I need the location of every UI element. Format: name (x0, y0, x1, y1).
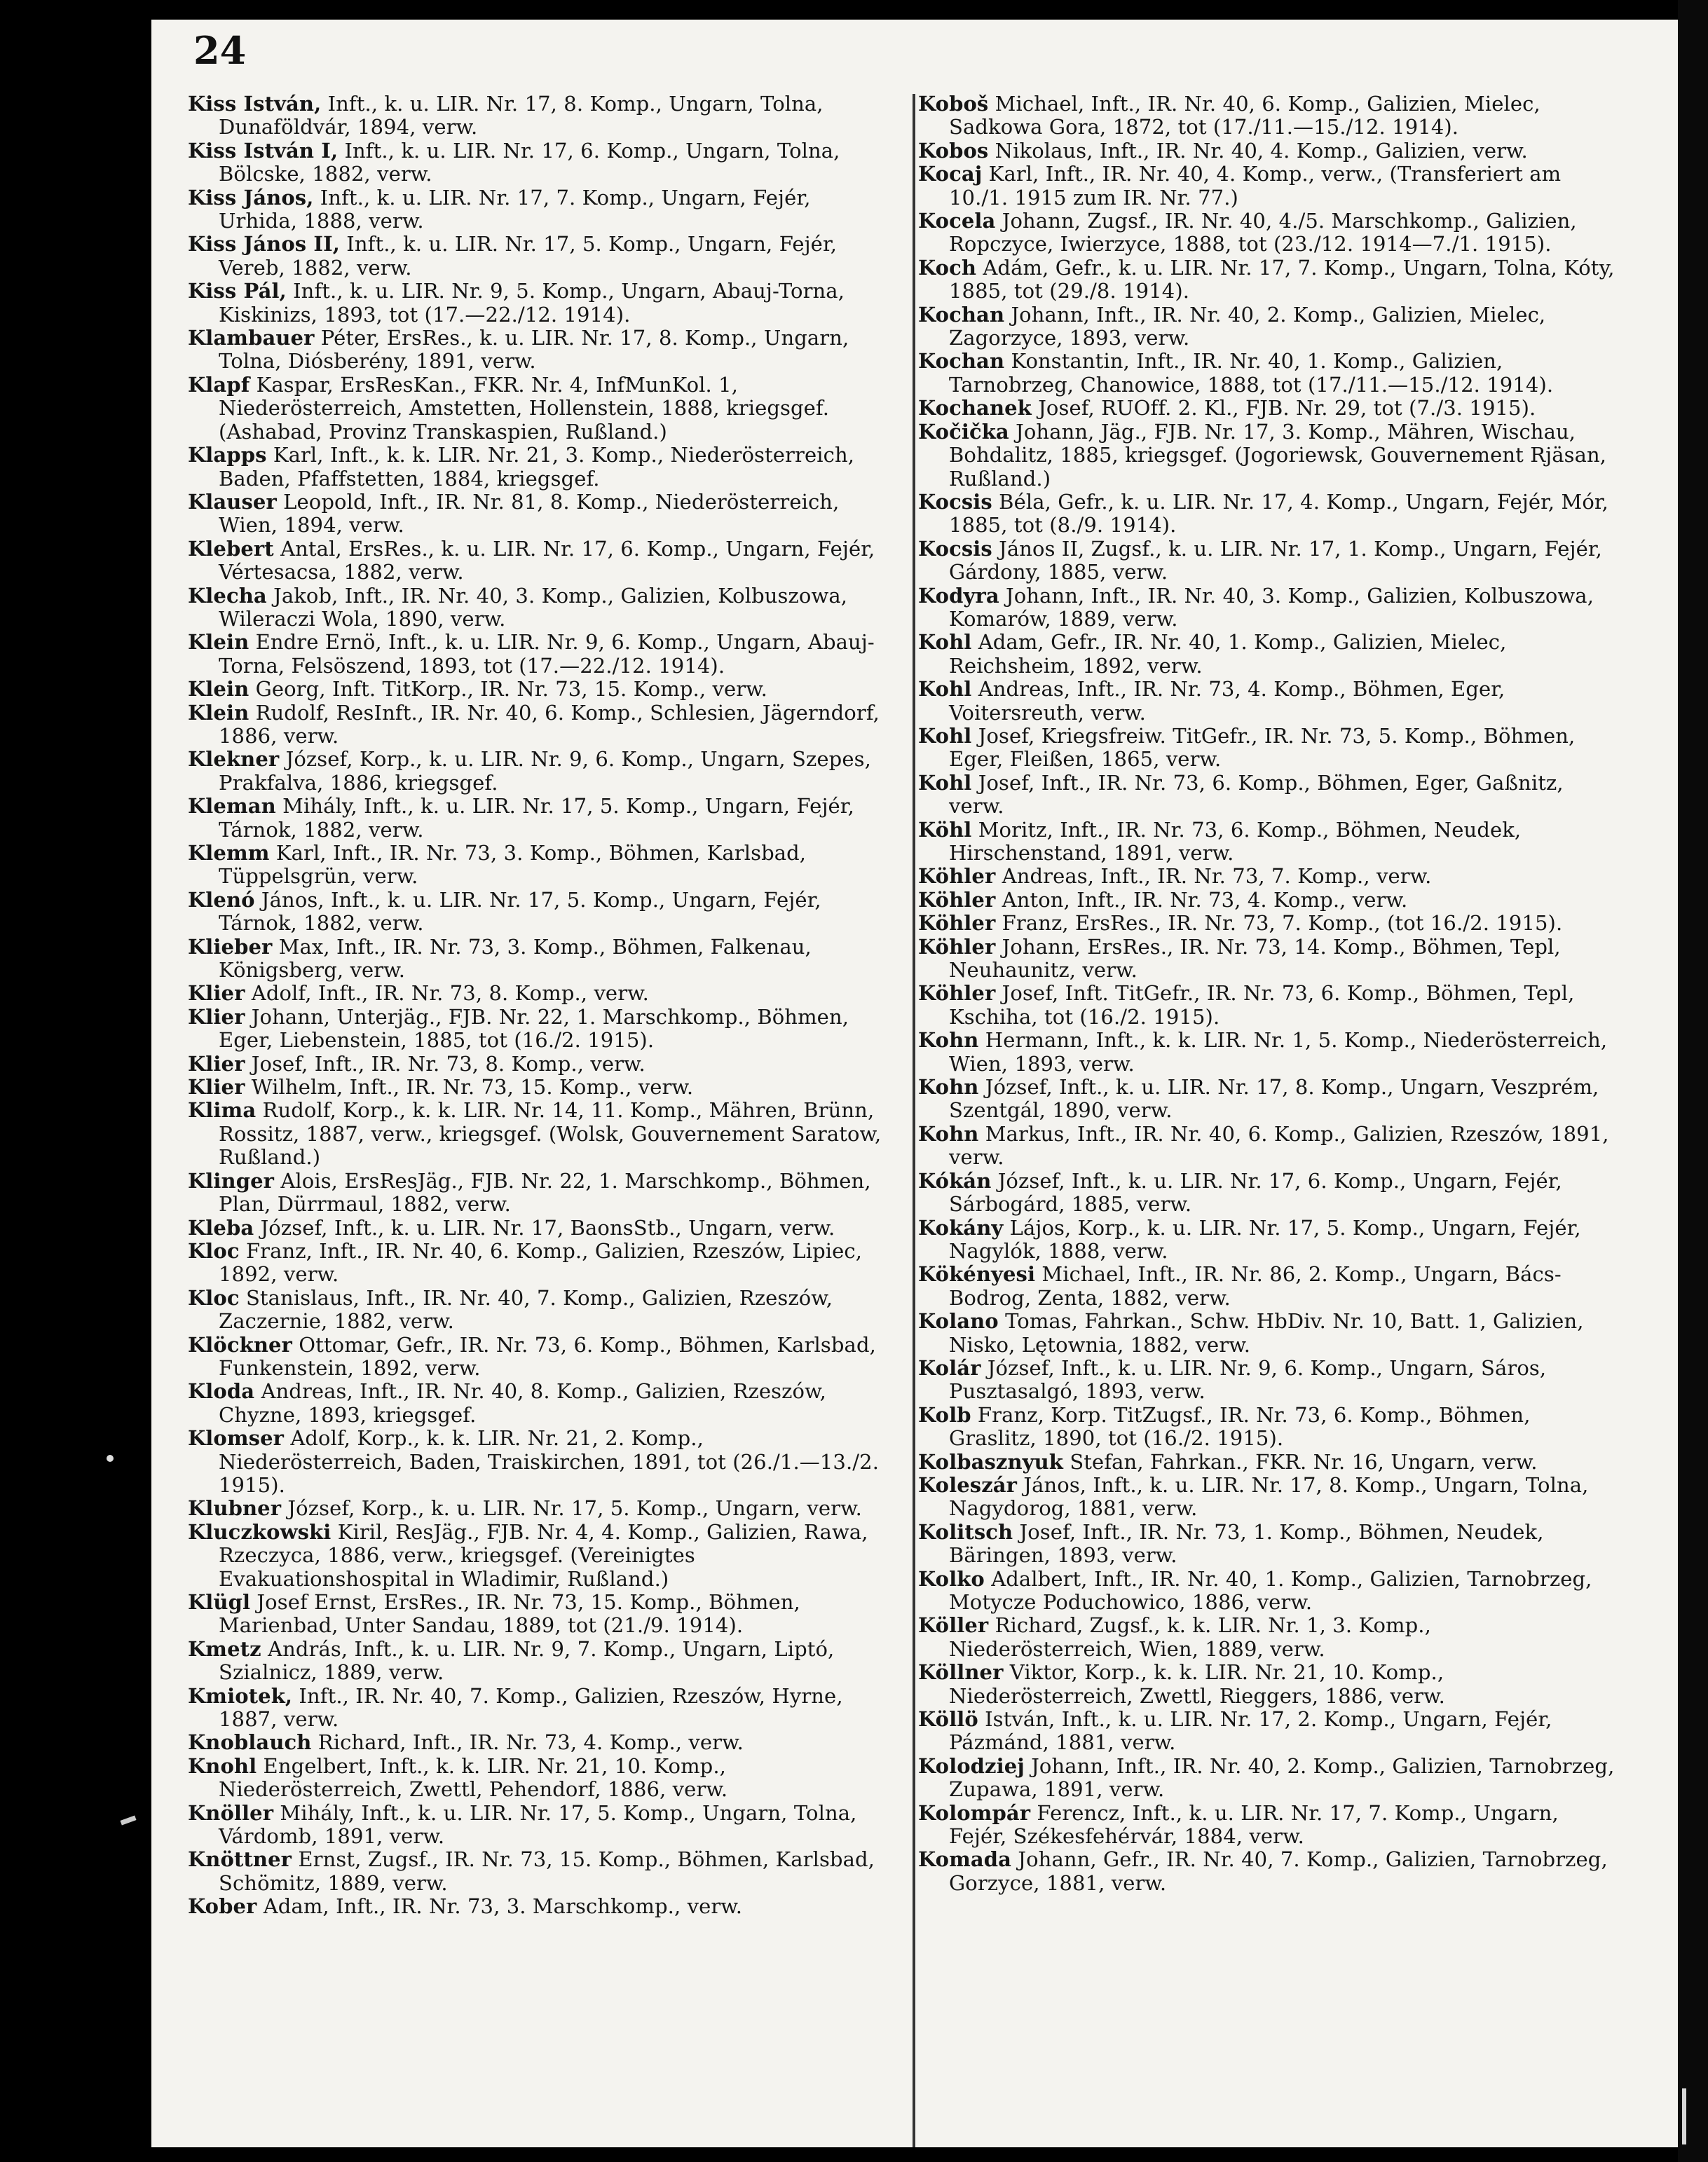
register-entry (188, 1731, 889, 1754)
entry-surname: Knohl (188, 1753, 257, 1778)
register-entry (188, 1895, 889, 1918)
entry-surname: Köhler (918, 887, 996, 912)
entry-details: Richard, Zugsf., k. k. LIR. Nr. 1, 3. Komp., Niederösterreich, Wien, 1889, verw. (949, 1613, 1431, 1661)
register-entry (918, 1568, 1619, 1615)
entry-details: Markus, Inft., IR. Nr. 40, 6. Komp., Galizien, Rzeszów, 1891, verw. (949, 1121, 1609, 1170)
register-entry (188, 1380, 889, 1427)
entry-surname: Klier (188, 1004, 245, 1029)
register-entry (188, 1287, 889, 1334)
entry-surname: Klomser (188, 1426, 285, 1451)
register-entry (918, 936, 1619, 983)
entry-details: Josef, Inft., IR. Nr. 73, 8. Komp., verw. (245, 1051, 645, 1076)
entry-details: Adam, Gefr., IR. Nr. 40, 1. Komp., Galizien, Mielec, Reichsheim, 1892, verw. (949, 630, 1507, 678)
entry-details: Max, Inft., IR. Nr. 73, 3. Komp., Böhmen, Falkenau, Königsberg, verw. (219, 934, 812, 983)
entry-details: Johann, Inft., IR. Nr. 40, 3. Komp., Galizien, Kolbuszowa, Komarów, 1889, verw. (949, 583, 1594, 631)
entry-surname: Kökényesi (918, 1262, 1036, 1287)
entry-details: Mihály, Inft., k. u. LIR. Nr. 17, 5. Komp., Ungarn, Fejér, Tárnok, 1882, verw. (219, 794, 854, 842)
entry-details: Béla, Gefr., k. u. LIR. Nr. 17, 4. Komp., Ungarn, Fejér, Mór, 1885, tot (8./9. 1914). (949, 489, 1608, 538)
entry-details: Johann, Unterjäg., FJB. Nr. 22, 1. Marschkomp., Böhmen, Eger, Liebenstein, 1885, tot (16./2. 1915). (219, 1004, 849, 1053)
entry-surname: Kloda (188, 1379, 255, 1404)
entry-surname: Kiss János II, (188, 232, 340, 256)
page-sheet (151, 20, 1678, 2147)
entry-details: Stefan, Fahrkan., FKR. Nr. 16, Ungarn, verw. (1063, 1449, 1538, 1474)
entry-details: Franz, Korp. TitZugsf., IR. Nr. 73, 6. Komp., Böhmen, Graslitz, 1890, tot (16./2. 1915). (949, 1402, 1531, 1451)
register-entry (188, 139, 889, 186)
entry-surname: Komada (918, 1847, 1012, 1872)
entry-surname: Knöller (188, 1800, 274, 1825)
entry-surname: Klapf (188, 372, 250, 397)
entry-details: Johann, Inft., IR. Nr. 40, 2. Komp., Galizien, Tarnobrzeg, Zupawa, 1891, verw. (949, 1753, 1615, 1802)
entry-surname: Koboš (918, 92, 989, 116)
entry-details: Johann, Zugsf., IR. Nr. 40, 4./5. Marschkomp., Galizien, Ropczyce, Iwierzyce, 1888, tot (23./12. 1914—7./1. 1915). (949, 209, 1577, 256)
register-entry (188, 889, 889, 936)
entry-details: Michael, Inft., IR. Nr. 86, 2. Komp., Ungarn, Bács-Bodrog, Zenta, 1882, verw. (949, 1262, 1562, 1310)
entry-details: Rudolf, ResInft., IR. Nr. 40, 6. Komp., Schlesien, Jägerndorf, 1886, verw. (219, 700, 880, 748)
entry-details: József, Korp., k. u. LIR. Nr. 9, 6. Komp., Ungarn, Szepes, Prakfalva, 1886, kriegsgef. (219, 747, 871, 795)
register-entry (918, 303, 1619, 350)
entry-surname: Klieber (188, 934, 273, 959)
register-entry (918, 1848, 1619, 1895)
entry-details: István, Inft., k. u. LIR. Nr. 17, 2. Komp., Ungarn, Fejér, Pázmánd, 1881, verw. (949, 1707, 1552, 1755)
entry-details: Michael, Inft., IR. Nr. 40, 6. Komp., Galizien, Mielec, Sadkowa Gora, 1872, tot (17./11.—15./12. 1914). (949, 92, 1540, 139)
register-entry (918, 1708, 1619, 1755)
entry-details: Andreas, Inft., IR. Nr. 73, 4. Komp., Böhmen, Eger, Voitersreuth, verw. (949, 677, 1505, 725)
register-entry (188, 584, 889, 631)
register-entry (918, 1357, 1619, 1404)
entry-surname: Kloc (188, 1238, 240, 1263)
register-entry (188, 982, 889, 1005)
scan-mark (1682, 2088, 1686, 2144)
entry-details: Josef Ernst, ErsRes., IR. Nr. 73, 15. Komp., Böhmen, Marienbad, Unter Sandau, 1889, tot (21./9. 1914). (219, 1590, 800, 1638)
register-entry (918, 256, 1619, 303)
entry-details: Johann, Inft., IR. Nr. 40, 2. Komp., Galizien, Mielec, Zagorzyce, 1893, verw. (949, 302, 1546, 350)
entry-surname: Köllö (918, 1707, 978, 1732)
entry-surname: Kokány (918, 1215, 1004, 1240)
entry-surname: Kohl (918, 630, 972, 655)
entry-details: József, Inft., k. u. LIR. Nr. 17, 6. Komp., Ungarn, Fejér, Sárbogárd, 1885, verw. (949, 1168, 1562, 1217)
register-entry (918, 1076, 1619, 1123)
register-entry (918, 397, 1619, 420)
register-entry (188, 1099, 889, 1169)
entry-surname: Koleszár (918, 1472, 1018, 1497)
register-entry (918, 725, 1619, 772)
register-entry (188, 678, 889, 701)
register-entry (918, 1217, 1619, 1264)
register-entry (918, 1404, 1619, 1451)
entry-details: Inft., k. u. LIR. Nr. 17, 8. Komp., Ungarn, Tolna, Dunaföldvár, 1894, verw. (219, 92, 824, 139)
entry-details: Karl, Inft., k. k. LIR. Nr. 21, 3. Komp., Niederösterreich, Baden, Pfaffstetten, 1884, kriegsgef. (219, 443, 855, 491)
entry-details: Wilhelm, Inft., IR. Nr. 73, 15. Komp., verw. (245, 1075, 694, 1100)
entry-details: Nikolaus, Inft., IR. Nr. 40, 4. Komp., Galizien, verw. (988, 138, 1528, 163)
entry-surname: Klier (188, 1075, 245, 1100)
entry-details: József, Inft., k. u. LIR. Nr. 17, BaonsStb., Ungarn, verw. (254, 1215, 835, 1240)
entry-details: Inft., k. u. LIR. Nr. 17, 6. Komp., Ungarn, Tolna, Bölcske, 1882, verw. (219, 138, 840, 186)
entry-surname: Klier (188, 981, 245, 1006)
entry-surname: Köhl (918, 817, 972, 842)
page-number: 24 (193, 28, 247, 73)
register-entry (918, 1521, 1619, 1568)
entry-surname: Koch (918, 255, 977, 280)
register-entry (188, 233, 889, 280)
entry-surname: Kleba (188, 1215, 254, 1240)
entry-details: József, Inft., k. u. LIR. Nr. 17, 8. Komp., Ungarn, Veszprém, Szentgál, 1890, verw. (949, 1075, 1599, 1123)
entry-surname: Kohn (918, 1121, 979, 1146)
entry-details: Moritz, Inft., IR. Nr. 73, 6. Komp., Böhmen, Neudek, Hirschenstand, 1891, verw. (949, 817, 1522, 865)
register-entry (918, 1802, 1619, 1849)
entry-surname: Kohn (918, 1028, 979, 1053)
entry-details: Andreas, Inft., IR. Nr. 40, 8. Komp., Galizien, Rzeszów, Chyzne, 1893, kriegsgef. (219, 1379, 826, 1427)
register-entry (918, 538, 1619, 584)
entry-surname: Kohl (918, 677, 972, 702)
register-entry (188, 795, 889, 842)
entry-details: Adolf, Korp., k. k. LIR. Nr. 21, 2. Komp., Niederösterreich, Baden, Traiskirchen, 1891, tot (26./1.—13./2. 1915). (219, 1426, 880, 1497)
entry-details: Adám, Gefr., k. u. LIR. Nr. 17, 7. Komp., Ungarn, Tolna, Kóty, 1885, tot (29./8. 1914). (949, 255, 1615, 303)
register-entry (188, 936, 889, 983)
scan-speck (107, 1455, 114, 1462)
entry-details: Josef, RUOff. 2. Kl., FJB. Nr. 29, tot (7./3. 1915). (1031, 396, 1536, 420)
register-entry (188, 748, 889, 795)
register-entry (918, 93, 1619, 139)
entry-surname: Kiss János, (188, 185, 314, 210)
entry-details: Leopold, Inft., IR. Nr. 81, 8. Komp., Niederösterreich, Wien, 1894, verw. (219, 489, 840, 538)
register-entry (188, 1240, 889, 1287)
register-entry (188, 1591, 889, 1638)
register-entry (188, 280, 889, 327)
scan-border-right (1678, 0, 1708, 2162)
entry-details: Tomas, Fahrkan., Schw. HbDiv. Nr. 10, Batt. 1, Galizien, Nisko, Lętownia, 1882, verw. (949, 1309, 1584, 1357)
entry-details: Josef, Kriegsfreiw. TitGefr., IR. Nr. 73, 5. Komp., Böhmen, Eger, Fleißen, 1865, verw. (949, 723, 1576, 772)
entry-surname: Klima (188, 1098, 257, 1123)
entry-surname: Kmiotek, (188, 1683, 293, 1708)
register-entry (918, 139, 1619, 163)
entry-surname: Knoblauch (188, 1730, 312, 1755)
entry-details: János II, Zugsf., k. u. LIR. Nr. 17, 1. Komp., Ungarn, Fejér, Gárdony, 1885, verw. (949, 536, 1602, 584)
register-entry (188, 538, 889, 584)
register-entry (188, 631, 889, 678)
register-entry (188, 1521, 889, 1591)
entry-surname: Kohl (918, 770, 972, 795)
register-entry (918, 1170, 1619, 1217)
entry-surname: Klubner (188, 1496, 282, 1521)
entry-details: Inft., k. u. LIR. Nr. 17, 7. Komp., Ungarn, Fejér, Urhida, 1888, verw. (219, 185, 811, 233)
entry-details: Adam, Inft., IR. Nr. 73, 3. Marschkomp., verw. (257, 1894, 743, 1919)
register-entry (918, 350, 1619, 397)
entry-surname: Köhler (918, 864, 996, 889)
entry-details: Richard, Inft., IR. Nr. 73, 4. Komp., verw. (311, 1730, 744, 1755)
entry-details: Adalbert, Inft., IR. Nr. 40, 1. Komp., Galizien, Tarnobrzeg, Motycze Poduchowico, 1886, verw. (949, 1566, 1592, 1614)
register-entry (188, 186, 889, 233)
entry-details: Lájos, Korp., k. u. LIR. Nr. 17, 5. Komp., Ungarn, Fejér, Nagylók, 1888, verw. (949, 1215, 1581, 1263)
entry-details: Ernst, Zugsf., IR. Nr. 73, 15. Komp., Böhmen, Karlsbad, Schömitz, 1889, verw. (219, 1847, 875, 1895)
entry-surname: Klauser (188, 489, 277, 514)
entry-details: Alois, ErsResJäg., FJB. Nr. 22, 1. Marschkomp., Böhmen, Plan, Dürrmaul, 1882, verw. (219, 1168, 871, 1217)
entry-surname: Klöckner (188, 1332, 292, 1357)
entry-details: Karl, Inft., IR. Nr. 40, 4. Komp., verw., (Transferiert am 10./1. 1915 zum IR. Nr. 77.) (949, 162, 1562, 210)
entry-surname: Kober (188, 1894, 257, 1919)
register-entry (918, 1755, 1619, 1802)
entry-surname: Kocsis (918, 536, 992, 561)
column-divider (913, 94, 915, 2147)
entry-surname: Klügl (188, 1590, 251, 1614)
entry-details: József, Korp., k. u. LIR. Nr. 17, 5. Komp., Ungarn, verw. (281, 1496, 862, 1521)
register-entry (918, 1661, 1619, 1708)
register-entry (188, 1685, 889, 1732)
entry-surname: Kobos (918, 138, 989, 163)
entry-details: Konstantin, Inft., IR. Nr. 40, 1. Komp., Galizien, Tarnobrzeg, Chanowice, 1888, tot (17./11.—15./12. 1914). (949, 349, 1554, 397)
entry-surname: Kiss István, (188, 92, 322, 116)
entry-details: Adolf, Inft., IR. Nr. 73, 8. Komp., verw. (245, 981, 649, 1006)
entry-surname: Köller (918, 1613, 989, 1638)
entry-surname: Kolitsch (918, 1519, 1013, 1544)
entry-details: András, Inft., k. u. LIR. Nr. 9, 7. Komp., Ungarn, Liptó, Szialnicz, 1889, verw. (219, 1636, 835, 1685)
register-entry (918, 1029, 1619, 1076)
entry-surname: Knöttner (188, 1847, 292, 1872)
register-entry (188, 1217, 889, 1240)
entry-details: Stanislaus, Inft., IR. Nr. 40, 7. Komp., Galizien, Rzeszów, Zaczernie, 1882, verw. (219, 1285, 833, 1334)
entry-surname: Kluczkowski (188, 1519, 332, 1544)
entry-surname: Kocela (918, 209, 996, 233)
entry-details: Andreas, Inft., IR. Nr. 73, 7. Komp., verw. (995, 864, 1432, 889)
entry-surname: Kolb (918, 1402, 971, 1427)
register-entry (188, 1170, 889, 1217)
register-entry (918, 982, 1619, 1029)
entry-details: Endre Ernö, Inft., k. u. LIR. Nr. 9, 6. Komp., Ungarn, Abauj-Torna, Felsöszend, 1893, tot (17.—22./12. 1914). (219, 630, 875, 678)
entry-details: Hermann, Inft., k. k. LIR. Nr. 1, 5. Komp., Niederösterreich, Wien, 1893, verw. (949, 1028, 1608, 1076)
entry-surname: Kolár (918, 1355, 981, 1380)
entry-surname: Kochan (918, 349, 1005, 374)
entry-surname: Kočička (918, 419, 1009, 444)
entry-details: Josef, Inft., IR. Nr. 73, 6. Komp., Böhmen, Eger, Gaßnitz, verw. (949, 770, 1564, 819)
entry-surname: Kloc (188, 1285, 240, 1310)
entry-details: Ottomar, Gefr., IR. Nr. 73, 6. Komp., Böhmen, Karlsbad, Funkenstein, 1892, verw. (219, 1332, 876, 1380)
entry-surname: Klecha (188, 583, 267, 608)
register-entry (918, 163, 1619, 210)
entry-surname: Köhler (918, 911, 996, 936)
register-entry (188, 1638, 889, 1685)
register-entry (918, 210, 1619, 256)
entry-details: Péter, ErsRes., k. u. LIR. Nr. 17, 8. Komp., Ungarn, Tolna, Diósberény, 1891, verw. (219, 326, 849, 374)
register-entry (918, 1614, 1619, 1661)
entry-details: Franz, Inft., IR. Nr. 40, 6. Komp., Galizien, Rzeszów, Lipiec, 1892, verw. (219, 1238, 863, 1287)
entry-surname: Köllner (918, 1660, 1004, 1685)
entry-details: János, Inft., k. u. LIR. Nr. 17, 8. Komp., Ungarn, Tolna, Nagydorog, 1881, verw. (949, 1472, 1589, 1521)
register-entry (188, 1427, 889, 1497)
register-entry (188, 1006, 889, 1053)
register-entry (918, 1451, 1619, 1474)
register-entry (918, 1310, 1619, 1357)
register-entry (188, 1334, 889, 1381)
register-entry (188, 842, 889, 889)
entry-surname: Klenó (188, 887, 255, 912)
entry-surname: Klein (188, 677, 250, 702)
entry-details: Franz, ErsRes., IR. Nr. 73, 7. Komp., (tot 16./2. 1915). (995, 911, 1563, 936)
entry-surname: Klein (188, 630, 250, 655)
register-entry (188, 374, 889, 444)
entry-surname: Klekner (188, 747, 280, 772)
register-entry (188, 444, 889, 491)
register-entry (918, 1263, 1619, 1310)
entry-details: Kiril, ResJäg., FJB. Nr. 4, 4. Komp., Galizien, Rawa, Rzeczyca, 1886, verw., kriegsgef. (Vereinigtes Evakuationshospital in Wladimir, Rußland.) (219, 1519, 868, 1591)
entry-surname: Kolbasznyuk (918, 1449, 1064, 1474)
register-entry (188, 1497, 889, 1520)
entry-surname: Klier (188, 1051, 245, 1076)
register-entry (188, 491, 889, 538)
entry-details: Johann, Gefr., IR. Nr. 40, 7. Komp., Galizien, Tarnobrzeg, Gorzyce, 1881, verw. (949, 1847, 1608, 1895)
register-entry (918, 889, 1619, 912)
entry-details: Engelbert, Inft., k. k. LIR. Nr. 21, 10. Komp., Niederösterreich, Zwettl, Pehendorf, 1886, verw. (219, 1753, 728, 1802)
register-entry (918, 678, 1619, 725)
entry-details: Mihály, Inft., k. u. LIR. Nr. 17, 5. Komp., Ungarn, Tolna, Várdomb, 1891, verw. (219, 1800, 857, 1849)
entry-surname: Klein (188, 700, 250, 725)
entry-surname: Klemm (188, 841, 270, 865)
register-entry (918, 1474, 1619, 1521)
entry-surname: Köhler (918, 981, 996, 1006)
entry-surname: Kochanek (918, 396, 1032, 420)
entry-surname: Klapps (188, 443, 267, 467)
entry-details: Josef, Inft. TitGefr., IR. Nr. 73, 6. Komp., Böhmen, Tepl, Kschiha, tot (16./2. 1915). (949, 981, 1575, 1029)
register-entry (188, 1802, 889, 1849)
entry-surname: Kolano (918, 1309, 999, 1334)
register-entry (918, 420, 1619, 491)
entry-details: Viktor, Korp., k. k. LIR. Nr. 21, 10. Komp., Niederösterreich, Zwettl, Rieggers, 1886, verw. (949, 1660, 1445, 1708)
entry-details: Johann, Jäg., FJB. Nr. 17, 3. Komp., Mähren, Wischau, Bohdalitz, 1885, kriegsgef. (Jogoriewsk, Gouvernement Rjäsan, Rußland.) (949, 419, 1607, 491)
entry-details: Kaspar, ErsResKan., FKR. Nr. 4, InfMunKol. 1, Niederösterreich, Amstetten, Hollenstein, 1888, kriegsgef. (Ashabad, Provinz Transkaspien, Rußland.) (219, 372, 830, 444)
right-column (918, 93, 1619, 1895)
entry-details: Georg, Inft. TitKorp., IR. Nr. 73, 15. Komp., verw. (249, 677, 767, 702)
register-entry (188, 1053, 889, 1076)
register-entry (918, 912, 1619, 935)
entry-surname: Kiss Pál, (188, 279, 287, 303)
entry-details: János, Inft., k. u. LIR. Nr. 17, 5. Komp., Ungarn, Fejér, Tárnok, 1882, verw. (219, 887, 821, 936)
entry-surname: Klambauer (188, 326, 315, 350)
entry-details: Inft., IR. Nr. 40, 7. Komp., Galizien, Rzeszów, Hyrne, 1887, verw. (219, 1683, 843, 1732)
entry-details: Ferencz, Inft., k. u. LIR. Nr. 17, 7. Komp., Ungarn, Fejér, Székesfehérvár, 1884, verw. (949, 1800, 1559, 1849)
entry-surname: Kmetz (188, 1636, 261, 1661)
entry-surname: Kocsis (918, 489, 992, 514)
entry-details: Anton, Inft., IR. Nr. 73, 4. Komp., verw. (995, 887, 1408, 912)
entry-details: Karl, Inft., IR. Nr. 73, 3. Komp., Böhmen, Karlsbad, Tüppelsgrün, verw. (219, 841, 807, 889)
register-entry (918, 584, 1619, 631)
entry-surname: Kolompár (918, 1800, 1031, 1825)
register-entry (188, 327, 889, 374)
entry-details: Rudolf, Korp., k. k. LIR. Nr. 14, 11. Komp., Mähren, Brünn, Rossitz, 1887, verw., kriegsgef. (Wolsk, Gouvernement Saratow, Rußland.) (219, 1098, 882, 1170)
register-entry (918, 772, 1619, 819)
entry-details: Johann, ErsRes., IR. Nr. 73, 14. Komp., Böhmen, Tepl, Neuhaunitz, verw. (949, 934, 1561, 983)
entry-surname: Kókán (918, 1168, 992, 1193)
register-entry (188, 1755, 889, 1802)
entry-details: Josef, Inft., IR. Nr. 73, 1. Komp., Böhmen, Neudek, Bäringen, 1893, verw. (949, 1519, 1544, 1568)
entry-surname: Kiss István I, (188, 138, 339, 163)
entry-details: Inft., k. u. LIR. Nr. 17, 5. Komp., Ungarn, Fejér, Vereb, 1882, verw. (219, 232, 838, 280)
scan-speck (120, 1815, 136, 1825)
register-entry (188, 1076, 889, 1099)
entry-surname: Klebert (188, 536, 274, 561)
register-entry (188, 702, 889, 748)
entry-surname: Kochan (918, 302, 1005, 327)
entry-surname: Kleman (188, 794, 276, 819)
entry-surname: Kodyra (918, 583, 999, 608)
entry-details: Jakob, Inft., IR. Nr. 40, 3. Komp., Galizien, Kolbuszowa, Wileraczi Wola, 1890, verw. (219, 583, 848, 631)
entry-surname: Kocaj (918, 162, 983, 186)
entry-surname: Kolodziej (918, 1753, 1025, 1778)
entry-details: Inft., k. u. LIR. Nr. 9, 5. Komp., Ungarn, Abauj-Torna, Kiskinizs, 1893, tot (17.—22./12. 1914). (219, 279, 845, 327)
entry-surname: Köhler (918, 934, 996, 959)
left-column (188, 93, 889, 1919)
register-entry (918, 491, 1619, 538)
register-entry (918, 865, 1619, 888)
entry-details: Antal, ErsRes., k. u. LIR. Nr. 17, 6. Komp., Ungarn, Fejér, Vértesacsa, 1882, verw. (219, 536, 875, 584)
register-entry (918, 1123, 1619, 1170)
register-entry (188, 1848, 889, 1895)
entry-surname: Klinger (188, 1168, 275, 1193)
entry-surname: Kolko (918, 1566, 985, 1591)
entry-surname: Kohl (918, 723, 972, 748)
register-entry (188, 93, 889, 139)
register-entry (918, 819, 1619, 866)
entry-details: József, Inft., k. u. LIR. Nr. 9, 6. Komp., Ungarn, Sáros, Pusztasalgó, 1893, verw. (949, 1355, 1547, 1404)
register-entry (918, 631, 1619, 678)
entry-surname: Kohn (918, 1075, 979, 1100)
